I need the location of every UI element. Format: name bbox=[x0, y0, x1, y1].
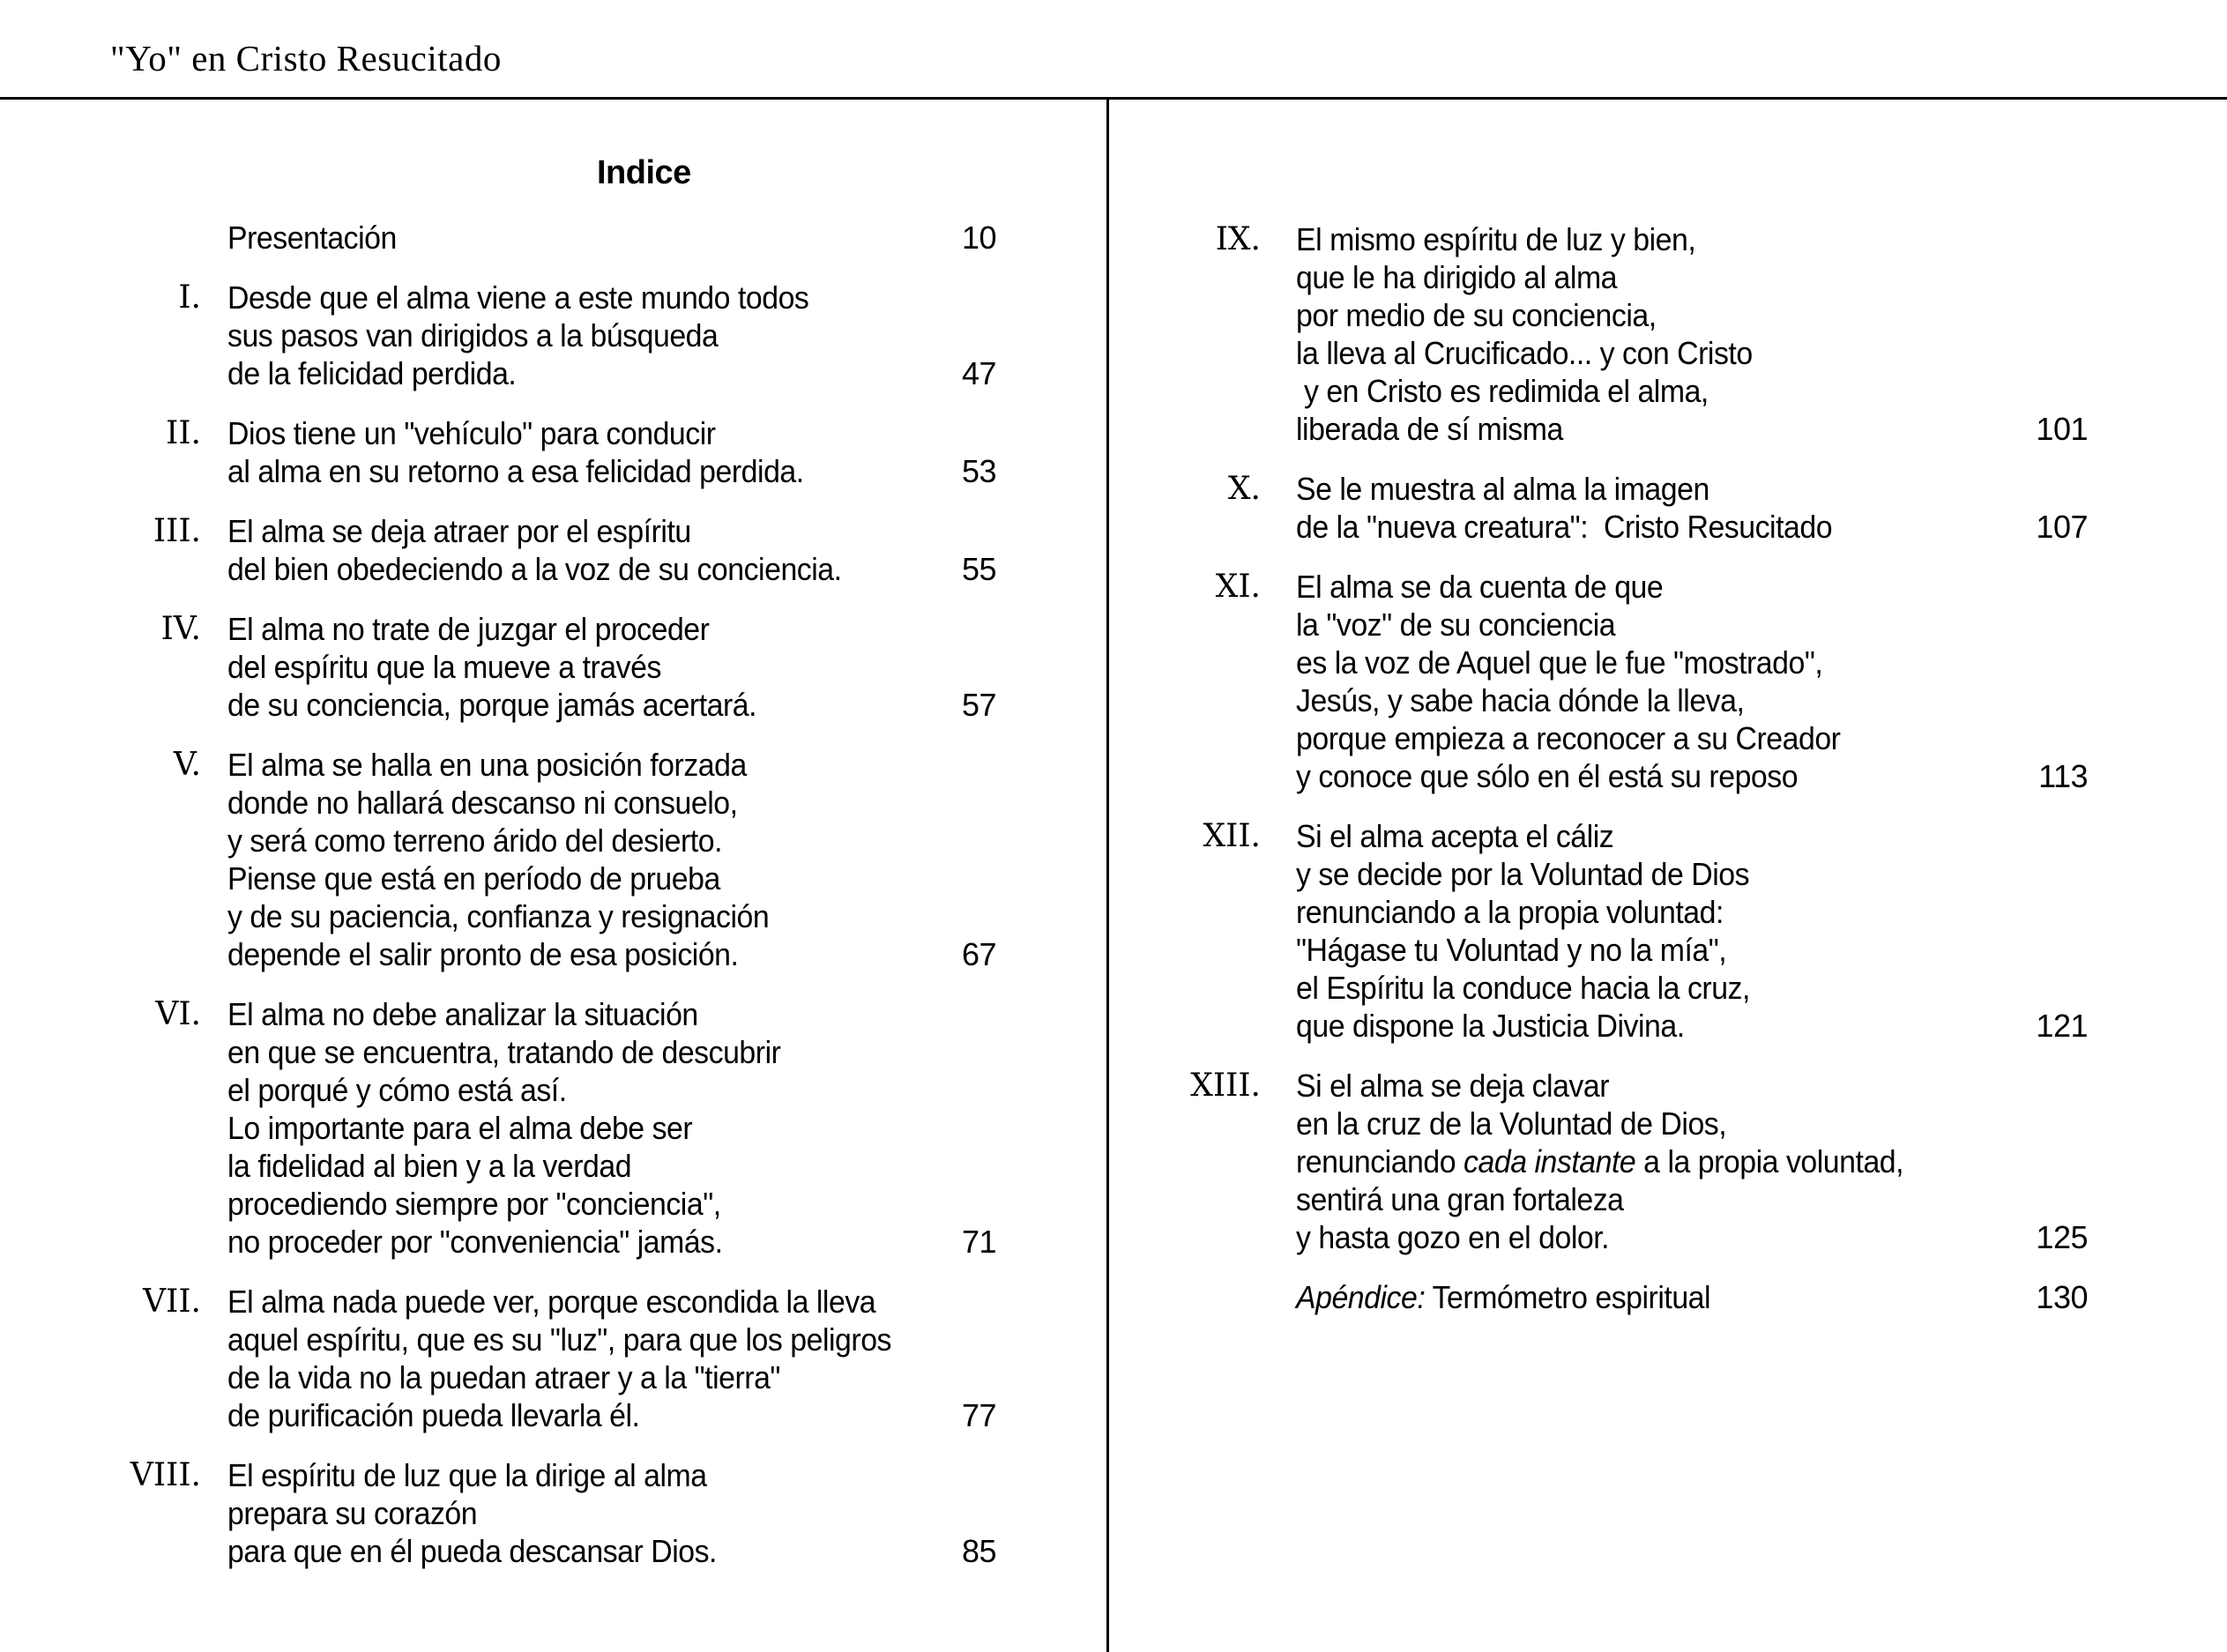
item-page-number: 10 bbox=[961, 220, 996, 256]
item-line: El mismo espíritu de luz y bien, bbox=[1296, 221, 1696, 257]
item-line: El alma no trate de juzgar el proceder bbox=[227, 611, 710, 647]
item-line: renunciando a la propia voluntad: bbox=[1296, 894, 1724, 930]
item-lines bbox=[227, 746, 769, 973]
item-lines bbox=[1296, 1067, 1903, 1256]
item-line bbox=[1296, 1142, 1903, 1180]
item-line: Dios tiene un "vehículo" para conducir bbox=[227, 415, 716, 451]
toc-item bbox=[1109, 817, 2227, 1045]
item-line: el Espíritu la conduce hacia la cruz, bbox=[1296, 970, 1750, 1006]
toc-item bbox=[0, 995, 1107, 1261]
item-numeral: III. bbox=[153, 513, 201, 549]
item-line-italic-segment: cada instante bbox=[1464, 1143, 1636, 1179]
item-numeral: VII. bbox=[143, 1284, 201, 1320]
toc-list-left bbox=[0, 219, 1107, 1570]
item-line: de su conciencia, porque jamás acertará. bbox=[227, 687, 757, 723]
item-line: El alma se halla en una posición forzada bbox=[227, 747, 747, 783]
item-line: por medio de su conciencia, bbox=[1296, 297, 1657, 333]
item-lines bbox=[227, 1456, 717, 1570]
item-line: para que en él pueda descansar Dios. bbox=[227, 1533, 717, 1569]
item-lines bbox=[227, 995, 780, 1261]
item-line: procediendo siempre por "conciencia", bbox=[227, 1186, 721, 1222]
item-line: liberada de sí misma bbox=[1296, 411, 1563, 447]
item-page-number: 125 bbox=[2036, 1219, 2088, 1255]
item-numeral: XI. bbox=[1215, 569, 1261, 605]
item-lines bbox=[1296, 568, 1840, 795]
toc-list-right bbox=[1109, 220, 2227, 1316]
item-line: Desde que el alma viene a este mundo todos bbox=[227, 279, 809, 316]
item-line: la "voz" de su conciencia bbox=[1296, 606, 1616, 643]
item-numeral: XIII. bbox=[1190, 1068, 1261, 1104]
toc-item bbox=[0, 219, 1107, 257]
item-line: El alma nada puede ver, porque escondida la lleva bbox=[227, 1284, 876, 1320]
item-line: al alma en su retorno a esa felicidad perdida. bbox=[227, 453, 804, 489]
item-line: del espíritu que la mueve a través bbox=[227, 649, 661, 685]
item-line: Si el alma acepta el cáliz bbox=[1296, 818, 1614, 854]
toc-item bbox=[0, 746, 1107, 973]
toc-item bbox=[1109, 1278, 2227, 1316]
item-lines bbox=[227, 219, 397, 257]
item-line: en la cruz de la Voluntad de Dios, bbox=[1296, 1105, 1727, 1142]
item-line: Se le muestra al alma la imagen bbox=[1296, 471, 1709, 507]
item-page-number: 47 bbox=[961, 355, 996, 391]
item-line: sus pasos van dirigidos a la búsqueda bbox=[227, 317, 719, 353]
item-line: Piense que está en período de prueba bbox=[227, 860, 720, 897]
toc-heading: Indice bbox=[597, 154, 691, 191]
item-line: y será como terreno árido del desierto. bbox=[227, 822, 723, 859]
item-page-number: 101 bbox=[2036, 411, 2088, 447]
item-lines bbox=[227, 610, 756, 724]
item-line: la fidelidad al bien y a la verdad bbox=[227, 1148, 632, 1184]
item-numeral: IX. bbox=[1215, 221, 1261, 257]
item-line: y conoce que sólo en él está su reposo bbox=[1296, 758, 1799, 794]
item-line-segment: a la propia voluntad, bbox=[1635, 1143, 1904, 1179]
item-line: de la felicidad perdida. bbox=[227, 355, 517, 391]
item-page-number: 57 bbox=[961, 687, 996, 723]
item-lines bbox=[1296, 470, 1832, 546]
item-line: porque empieza a reconocer a su Creador bbox=[1296, 720, 1841, 756]
item-page-number: 67 bbox=[961, 936, 996, 972]
item-line: prepara su corazón bbox=[227, 1495, 478, 1531]
item-page-number: 121 bbox=[2036, 1008, 2088, 1044]
item-line: donde no hallará descanso ni consuelo, bbox=[227, 785, 738, 821]
item-lines bbox=[227, 1283, 891, 1434]
item-lines bbox=[1296, 220, 1753, 448]
item-numeral: I. bbox=[178, 279, 201, 316]
item-page-number: 77 bbox=[961, 1397, 996, 1433]
toc-item bbox=[0, 610, 1107, 724]
item-page-number: 113 bbox=[2038, 758, 2088, 794]
page-title: "Yo" en Cristo Resucitado bbox=[110, 38, 502, 78]
item-line: sentirá una gran fortaleza bbox=[1296, 1181, 1624, 1217]
item-lines bbox=[1296, 1278, 1710, 1316]
item-numeral: II. bbox=[166, 415, 201, 451]
item-line: y hasta gozo en el dolor. bbox=[1296, 1219, 1610, 1255]
item-numeral: V. bbox=[173, 747, 201, 783]
item-line: "Hágase tu Voluntad y no la mía", bbox=[1296, 932, 1727, 968]
item-line: en que se encuentra, tratando de descubrir bbox=[227, 1034, 781, 1070]
item-lines bbox=[227, 414, 804, 490]
item-page-number: 85 bbox=[961, 1533, 996, 1569]
toc-item bbox=[0, 512, 1107, 588]
item-line: y de su paciencia, confianza y resignación bbox=[227, 898, 770, 934]
item-line: Jesús, y sabe hacia dónde la lleva, bbox=[1296, 682, 1745, 718]
item-page-number: 107 bbox=[2036, 509, 2088, 545]
item-numeral: VIII. bbox=[130, 1457, 201, 1493]
item-numeral: IV. bbox=[160, 611, 201, 647]
item-page-number: 130 bbox=[2036, 1279, 2088, 1315]
item-lines bbox=[1296, 817, 1750, 1045]
item-line: y en Cristo es redimida el alma, bbox=[1296, 373, 1709, 409]
toc-item bbox=[0, 414, 1107, 490]
item-line: de purificación pueda llevarla él. bbox=[227, 1397, 640, 1433]
item-line: de la vida no la puedan atraer y a la "tierra" bbox=[227, 1359, 780, 1395]
toc-item bbox=[0, 1456, 1107, 1570]
item-line: El alma no debe analizar la situación bbox=[227, 996, 698, 1032]
item-line-segment: renunciando bbox=[1296, 1143, 1464, 1179]
item-line: Lo importante para el alma debe ser bbox=[227, 1110, 693, 1146]
item-numeral: VI. bbox=[155, 996, 201, 1032]
item-line: aquel espíritu, que es su "luz", para que los peligros bbox=[227, 1321, 891, 1358]
item-line-segment: Termómetro espiritual bbox=[1425, 1279, 1711, 1315]
toc-item bbox=[1109, 1067, 2227, 1256]
item-line: no proceder por "conveniencia" jamás. bbox=[227, 1224, 723, 1260]
item-line-italic-segment: Apéndice: bbox=[1296, 1279, 1426, 1315]
item-lines bbox=[227, 512, 842, 588]
item-line: que le ha dirigido al alma bbox=[1296, 259, 1618, 295]
item-line: El alma se deja atraer por el espíritu bbox=[227, 513, 691, 549]
item-page-number: 53 bbox=[961, 453, 996, 489]
item-line: del bien obedeciendo a la voz de su conciencia. bbox=[227, 551, 842, 587]
toc-column-right bbox=[1109, 100, 2227, 1338]
item-line: El alma se da cuenta de que bbox=[1296, 569, 1664, 605]
item-page-number: 71 bbox=[961, 1224, 996, 1260]
toc-column-left bbox=[0, 100, 1107, 1592]
toc-item bbox=[1109, 568, 2227, 795]
item-line: y se decide por la Voluntad de Dios bbox=[1296, 856, 1750, 892]
toc-item bbox=[1109, 470, 2227, 546]
item-line bbox=[1296, 1278, 1710, 1316]
item-lines bbox=[227, 279, 808, 392]
item-numeral: X. bbox=[1227, 471, 1261, 507]
item-numeral: XII. bbox=[1203, 818, 1261, 854]
item-line: es la voz de Aquel que le fue "mostrado", bbox=[1296, 644, 1823, 681]
item-line: Presentación bbox=[227, 220, 397, 256]
item-line: Si el alma se deja clavar bbox=[1296, 1068, 1610, 1104]
item-line: El espíritu de luz que la dirige al alma bbox=[227, 1457, 707, 1493]
item-line: que dispone la Justicia Divina. bbox=[1296, 1008, 1685, 1044]
item-line: la lleva al Crucificado... y con Cristo bbox=[1296, 335, 1753, 371]
item-line: depende el salir pronto de esa posición. bbox=[227, 936, 739, 972]
item-page-number: 55 bbox=[961, 551, 996, 587]
toc-item bbox=[0, 279, 1107, 392]
toc-item bbox=[0, 1283, 1107, 1434]
item-line: de la "nueva creatura": Cristo Resucitado bbox=[1296, 509, 1833, 545]
item-line: el porqué y cómo está así. bbox=[227, 1072, 567, 1108]
toc-item bbox=[1109, 220, 2227, 448]
